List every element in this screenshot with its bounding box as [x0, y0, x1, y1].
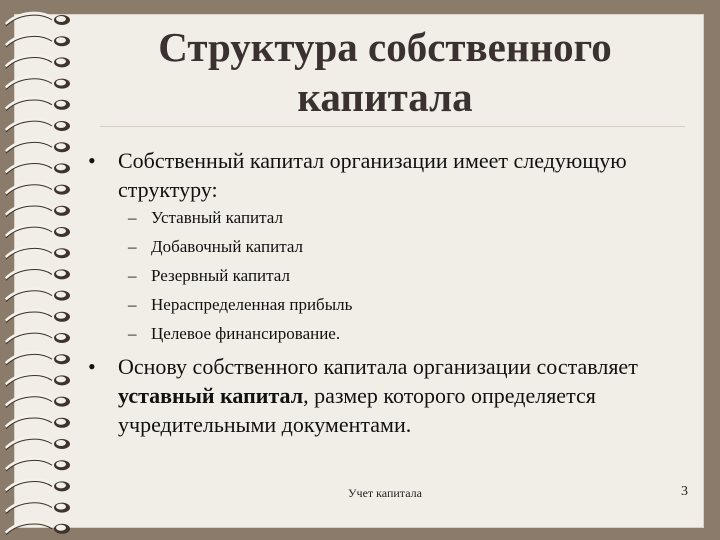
bullet-text-part: , размер которого определяется учредительными документами.	[118, 383, 596, 437]
spiral-ring	[6, 480, 70, 493]
title-divider	[100, 126, 685, 127]
dash-marker: –	[128, 324, 137, 343]
spiral-ring	[6, 119, 70, 132]
spiral-ring	[6, 289, 70, 302]
list-item	[128, 205, 648, 234]
spiral-ring	[6, 34, 70, 47]
bullet-dot: •	[88, 354, 96, 379]
list-item	[128, 292, 648, 321]
dash-marker: –	[128, 208, 137, 227]
spiral-ring	[6, 458, 70, 471]
dash-marker: –	[128, 237, 137, 256]
list-item	[128, 263, 648, 292]
sub-list	[128, 205, 648, 350]
list-item	[128, 234, 648, 263]
list-item-text: Целевое финансирование.	[151, 324, 341, 343]
list-item	[128, 321, 648, 350]
spiral-ring	[6, 501, 70, 514]
spiral-ring	[6, 162, 70, 175]
spiral-ring	[6, 98, 70, 111]
spiral-ring	[6, 310, 70, 323]
bullet-dot: •	[88, 148, 96, 173]
list-item-text: Нераспределенная прибыль	[151, 295, 353, 314]
dash-marker: –	[128, 295, 137, 314]
list-item-text: Уставный капитал	[151, 208, 283, 227]
bullet-charter-capital	[88, 352, 688, 439]
page-number: 3	[681, 484, 688, 499]
bullet-text: Собственный капитал организации имеет следующую структуру:	[118, 148, 627, 202]
spiral-binding-icon	[0, 0, 82, 540]
spiral-ring	[6, 225, 70, 238]
spiral-ring	[6, 437, 70, 450]
spiral-ring	[6, 374, 70, 387]
bullet-text	[118, 352, 688, 439]
bullet-structure	[88, 146, 688, 204]
spiral-ring	[6, 331, 70, 344]
spiral-ring	[6, 395, 70, 408]
spiral-ring	[6, 183, 70, 196]
list-item-text: Добавочный капитал	[151, 237, 304, 256]
bullet-text-part: Основу собственного капитала организации составляет	[118, 354, 638, 379]
spiral-ring	[6, 77, 70, 90]
spiral-ring	[6, 416, 70, 429]
spiral-ring	[6, 246, 70, 259]
dash-marker: –	[128, 266, 137, 285]
spiral-ring	[6, 140, 70, 153]
spiral-ring	[6, 56, 70, 69]
list-item-text: Резервный капитал	[151, 266, 290, 285]
slide-title: Структура собственного капитала	[158, 24, 612, 120]
footer-text: Учет капитала	[348, 486, 422, 500]
spiral-ring	[6, 522, 70, 535]
spiral-ring	[6, 13, 70, 26]
spiral-ring	[6, 268, 70, 281]
bullet-text-bold: уставный капитал	[118, 383, 304, 408]
spiral-ring	[6, 352, 70, 365]
spiral-ring	[6, 204, 70, 217]
